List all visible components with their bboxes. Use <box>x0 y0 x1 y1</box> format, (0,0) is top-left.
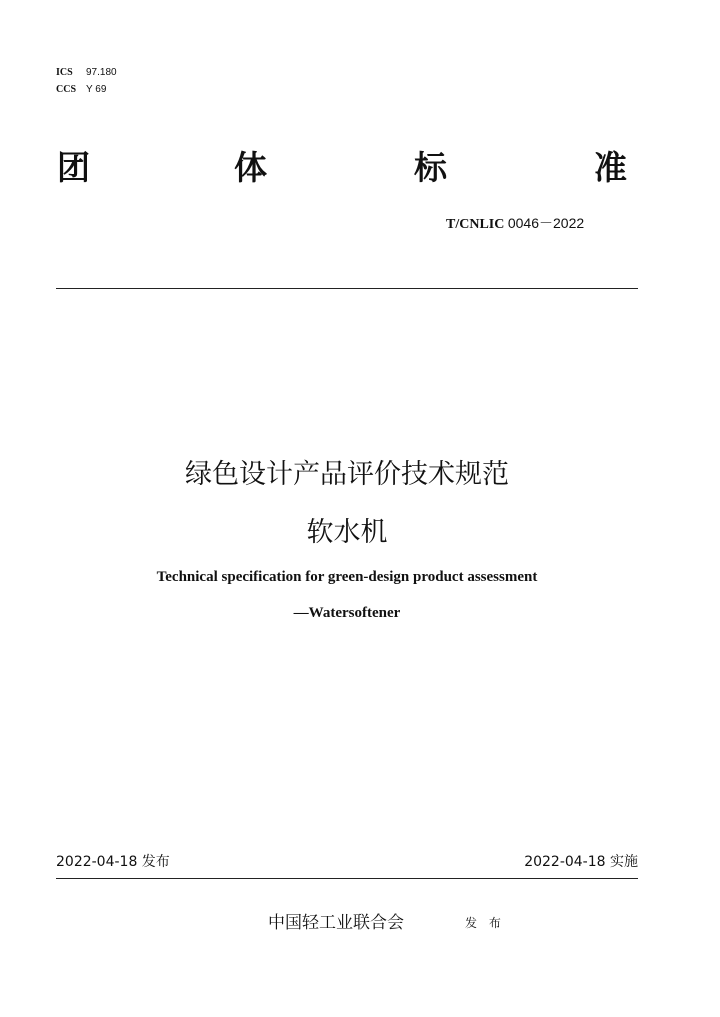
doc-type-char: 标 <box>414 148 447 187</box>
ccs-classification <box>56 84 106 96</box>
doc-type-char: 准 <box>594 148 627 187</box>
title-english-main: Technical specification for green-design product assessment <box>156 569 538 585</box>
title-chinese-main: 绿色设计产品评价技术规范 <box>185 459 509 490</box>
ics-label: ICS <box>56 67 73 78</box>
implementation-date: 2022-04-18 实施 <box>524 854 638 870</box>
title-english-sub: —Watersoftener <box>293 605 401 621</box>
ccs-value: Y 69 <box>86 84 107 95</box>
issue-date: 2022-04-18 发布 <box>56 854 170 870</box>
standard-number-prefix: T/CNLIC <box>446 217 505 232</box>
standard-number <box>446 214 584 234</box>
ics-value: 97.180 <box>86 67 117 78</box>
ccs-label: CCS <box>56 84 77 95</box>
title-chinese-sub: 软水机 <box>306 517 388 548</box>
standard-number-suffix: 0046－2022 <box>507 215 585 231</box>
publish-label: 发 布 <box>465 916 505 930</box>
ics-classification <box>56 67 117 79</box>
doc-type-char: 体 <box>234 148 267 187</box>
doc-type-char: 团 <box>57 148 90 187</box>
publisher-name: 中国轻工业联合会 <box>268 913 404 933</box>
footer-divider <box>56 878 638 879</box>
header-divider <box>56 288 638 289</box>
